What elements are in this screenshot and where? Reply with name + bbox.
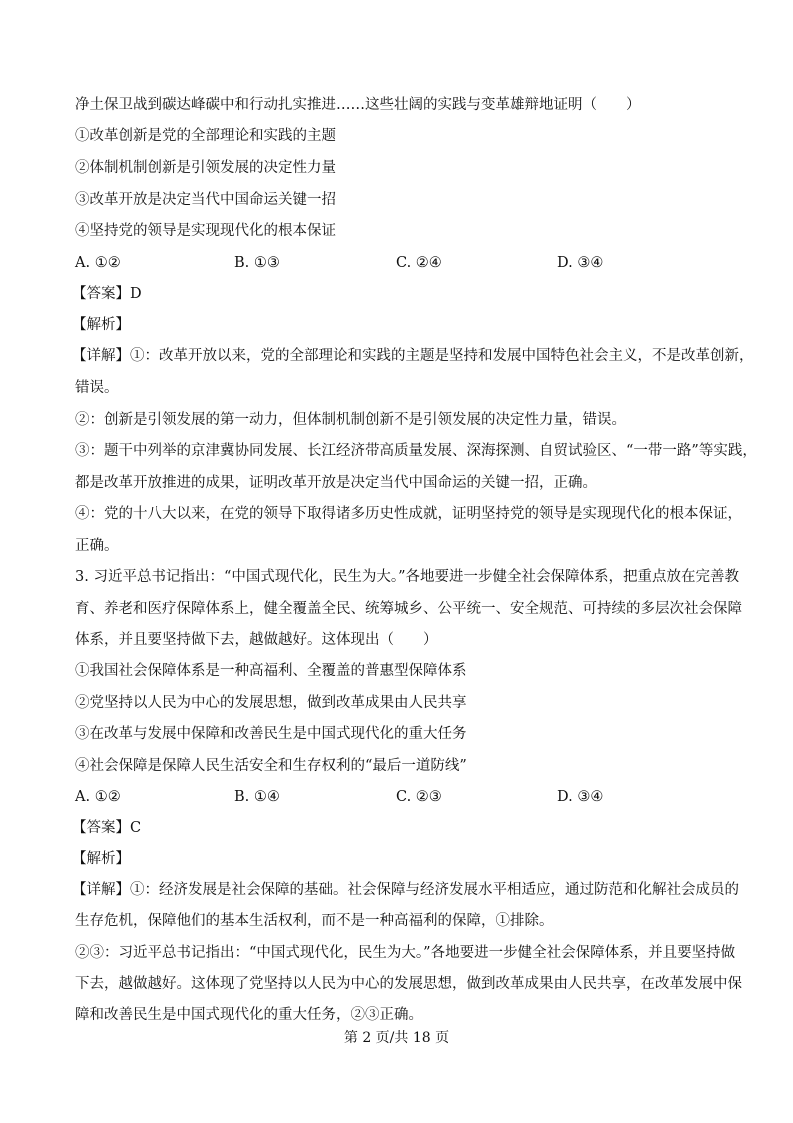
q2-item-2: ②体制机制创新是引领发展的决定性力量 xyxy=(75,160,336,176)
q3-item-2: ②党坚持以人民为中心的发展思想，做到改革成果由人民共享 xyxy=(75,695,467,711)
q2-detail-2: 错误。 xyxy=(75,380,119,396)
q2-item-1: ①改革创新是党的全部理论和实践的主题 xyxy=(75,128,336,144)
q3-detail-4: 下去，越做越好。这体现了党坚持以人民为中心的发展思想，做到改革成果由人民共享，在改革发展中保 xyxy=(75,976,742,992)
q2-detail-6: ④：党的十八大以来，在党的领导下取得诸多历史性成就，证明坚持党的领导是实现现代化的根本保证， xyxy=(75,506,742,522)
q2-detail-5: 都是改革开放推进的成果，证明改革开放是决定当代中国命运的关键一招，正确。 xyxy=(75,475,597,491)
q3-analysis-label: 【解析】 xyxy=(72,851,130,867)
q3-item-1: ①我国社会保障体系是一种高福利、全覆盖的普惠型保障体系 xyxy=(75,663,467,679)
q2-analysis-label: 【解析】 xyxy=(72,317,130,333)
q3-detail-2: 生存危机，保障他们的基本生活权利，而不是一种高福利的保障，①排除。 xyxy=(75,913,554,929)
q2-item-4: ④坚持党的领导是实现现代化的根本保证 xyxy=(75,223,336,239)
q3-detail-1: 【详解】①：经济发展是社会保障的基础。社会保障与经济发展水平相适应，通过防范和化解社会成员的 xyxy=(72,882,739,898)
q3-item-3: ③在改革与发展中保障和改善民生是中国式现代化的重大任务 xyxy=(75,726,467,742)
q2-item-3: ③改革开放是决定当代中国命运关键一招 xyxy=(75,192,336,208)
q2-option-d: D. ③④ xyxy=(557,255,604,271)
q3-option-a: A. ①② xyxy=(75,789,121,805)
q2-answer: 【答案】D xyxy=(72,286,142,302)
q2-detail-4: ③：题干中列举的京津冀协同发展、长江经济带高质量发展、深海探测、自贸试验区、“一带一路”等实践， xyxy=(75,443,757,459)
q2-option-a: A. ①② xyxy=(75,255,121,271)
q3-option-c: C. ②③ xyxy=(396,789,442,805)
q2-detail-1: 【详解】①：改革开放以来，党的全部理论和实践的主题是坚持和发展中国特色社会主义，不是改革创新， xyxy=(72,348,754,364)
q2-detail-3: ②：创新是引领发展的第一动力，但体制机制创新不是引领发展的决定性力量，错误。 xyxy=(75,412,626,428)
q3-detail-3: ②③：习近平总书记指出：“中国式现代化，民生为大。”各地要进一步健全社会保障体系，并且要坚持做 xyxy=(75,945,736,961)
q3-answer: 【答案】C xyxy=(72,820,142,836)
q3-detail-5: 障和改善民生是中国式现代化的重大任务，②③正确。 xyxy=(75,1007,423,1023)
q3-option-b: B. ①④ xyxy=(234,789,280,805)
q2-detail-7: 正确。 xyxy=(75,538,119,554)
q3-stem-1: 3. 习近平总书记指出：“中国式现代化，民生为大。”各地要进一步健全社会保障体系，把重点放在完善教 xyxy=(75,569,740,585)
q2-option-b: B. ①③ xyxy=(234,255,280,271)
q2-option-c: C. ②④ xyxy=(396,255,442,271)
q3-stem-3: 体系，并且要坚持做下去，越做越好。这体现出（ ） xyxy=(75,632,438,648)
page-number-footer: 第 2 页/共 18 页 xyxy=(343,1030,450,1046)
q3-stem-2: 育、养老和医疗保障体系上，健全覆盖全民、统筹城乡、公平统一、安全规范、可持续的多层次社会保障 xyxy=(75,601,742,617)
q3-option-d: D. ③④ xyxy=(557,789,604,805)
q2-stem-tail: 净土保卫战到碳达峰碳中和行动扎实推进……这些壮阔的实践与变革雄辩地证明（ ） xyxy=(75,97,641,113)
q3-item-4: ④社会保障是保障人民生活安全和生存权利的“最后一道防线” xyxy=(75,758,467,774)
